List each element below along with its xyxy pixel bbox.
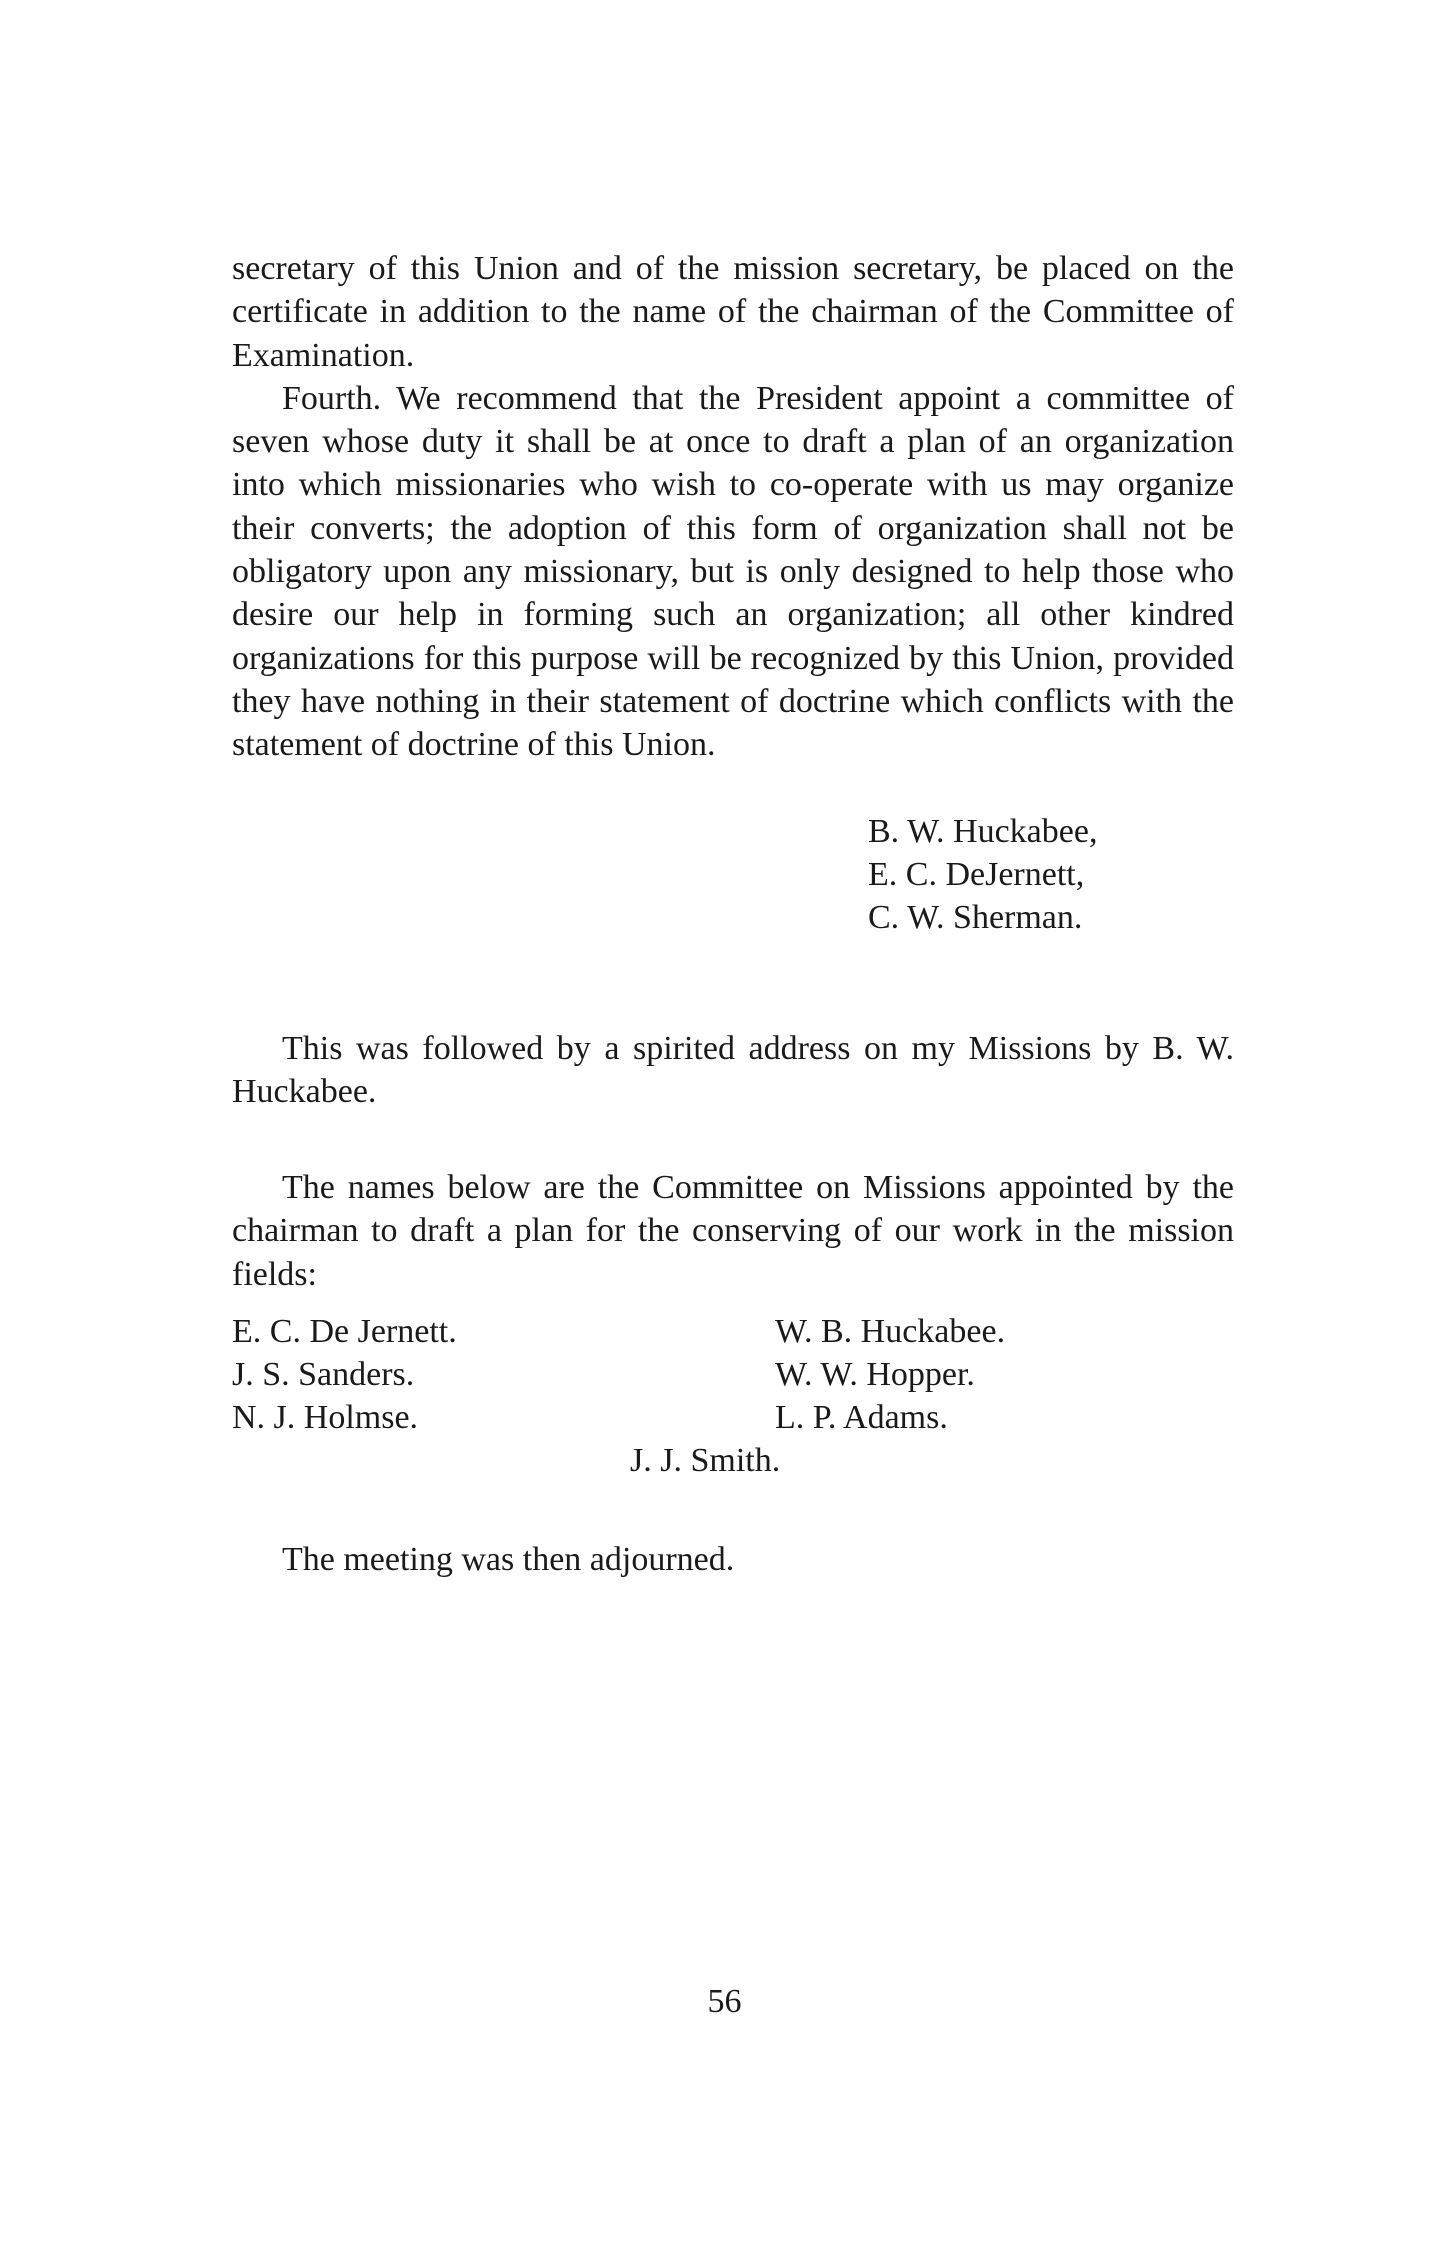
signature-huckabee: B. W. Huckabee,: [868, 813, 1098, 850]
closing-line: The meeting was then adjourned.: [282, 1541, 735, 1578]
committee-member: L. P. Adams.: [775, 1399, 948, 1436]
report-text: [232, 247, 1234, 767]
committee-member: J. J. Smith.: [630, 1442, 781, 1479]
page-number: 56: [707, 1983, 742, 2020]
committee-member: E. C. De Jernett.: [232, 1313, 457, 1350]
fourth-recommendation-paragraph: Fourth. We recommend that the President appoint a committee of seven whose duty it shall be at once to draft a plan of an organization into which missionaries who wish to co-operate with us may organize their converts; the adoption of this form of organization shall not be obligatory upon any missionary, but is only designed to help those who desire our help in forming such an organization; all other kindred organizations for this purpose will be recognized by this Union, provided they have nothing in their statement of doctrine which conflicts with the statement of doctrine of this Union.: [232, 379, 1234, 764]
committee-member: W. B. Huckabee.: [775, 1313, 1006, 1350]
continuation-paragraph: secretary of this Union and of the mission secretary, be placed on the certificate in addition to the name of the chairman of the Committee of Examination.: [232, 250, 1234, 374]
committee-member: W. W. Hopper.: [775, 1356, 975, 1393]
signature-sherman: C. W. Sherman.: [868, 899, 1083, 936]
address-paragraph: This was followed by a spirited address on my Missions by B. W. Huckabee.: [232, 1030, 1234, 1111]
signature-dejernett: E. C. DeJernett,: [868, 856, 1085, 893]
committee-member: J. S. Sanders.: [232, 1356, 415, 1393]
committee-member: N. J. Holmse.: [232, 1399, 419, 1436]
committee-intro-paragraph: The names below are the Committee on Missions appointed by the chairman to draft a plan for the conserving of our work in the mission fields:: [232, 1169, 1234, 1293]
